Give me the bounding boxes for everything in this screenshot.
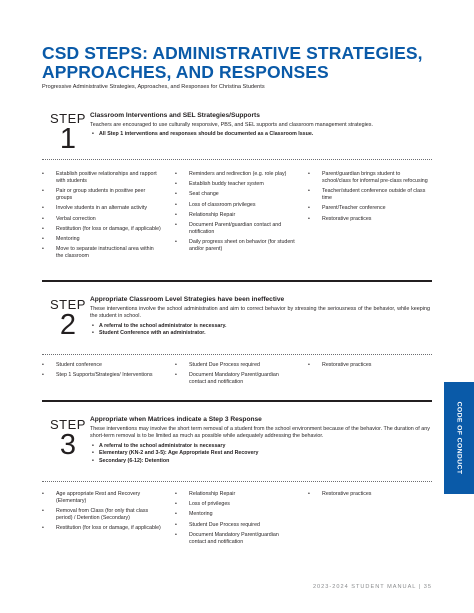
step-bullets: [90, 131, 430, 139]
step-bullet: • A referral to the school administrator is necessary.: [90, 323, 430, 331]
page-subtitle: Progressive Administrative Strategies, Approaches, and Responses for Christina Students: [42, 84, 265, 90]
list-item: • Document Mandatory Parent/guardian contact and notification: [175, 372, 295, 386]
step-2-label: [46, 298, 90, 339]
list-item: • Document Mandatory Parent/guardian contact and notification: [175, 532, 295, 546]
dotted-divider: [42, 481, 432, 482]
list-item: • Document Parent/guardian contact and notification: [175, 222, 295, 236]
list-item: • Seat change: [175, 191, 295, 198]
list-item: • Reminders and redirection (e.g. role play): [175, 171, 295, 178]
step-description: These interventions involve the school administration and aim to correct behavior by stressing the seriousness of the behavior, while keeping the student in school.: [90, 306, 430, 320]
step-word: STEP: [50, 417, 86, 432]
step-bullets: [90, 323, 430, 338]
step-3-column-3: [308, 491, 428, 501]
step-number: 3: [59, 429, 77, 461]
step-number: 1: [59, 123, 77, 155]
list-item: • Restitution (for loss or damage, if applicable): [42, 525, 162, 532]
step-2-column-2: [175, 362, 295, 389]
step-bullet: • Student Conference with an administrator.: [90, 330, 430, 338]
step-2-column-3: [308, 362, 428, 372]
step-1-column-1: [42, 171, 162, 263]
list-item: • Mentoring: [175, 511, 295, 518]
step-1-section: [42, 110, 432, 160]
step-bullets: [90, 443, 430, 466]
page-title: [42, 44, 442, 81]
page-title-line-2: APPROACHES, AND RESPONSES: [42, 61, 329, 82]
step-description: These interventions may involve the short term removal of a student from the school environment because of the behavior. The duration of any short-term removal is to be limited as much as possible while adequately addressing the behavior.: [90, 426, 430, 440]
step-3-column-1: [42, 491, 162, 536]
step-description: Teachers are encouraged to use culturally responsive, PBS, and SEL supports and classroom management strategies.: [90, 122, 373, 128]
step-number: 2: [59, 309, 77, 341]
list-item: • Pair or group students in positive peer groups: [42, 188, 162, 202]
page-footer: 2023-2024 STUDENT MANUAL | 35: [312, 584, 432, 590]
step-1-body: [90, 112, 430, 139]
list-item: • Verbal correction: [42, 216, 162, 223]
step-heading: Appropriate Classroom Level Strategies have been ineffective: [90, 296, 285, 303]
list-item: • Move to separate instructional area within the classroom: [42, 246, 162, 260]
step-1-label: [46, 112, 90, 153]
list-item: • Removal from Class (for only that class period) / Detention (Secondary): [42, 508, 162, 522]
step-2-section: [42, 294, 432, 350]
page-title-line-1: CSD STEPS: ADMINISTRATIVE STRATEGIES,: [42, 43, 423, 63]
list-item: • Restorative practices: [308, 216, 428, 223]
list-item: • Loss of classroom privileges: [175, 202, 295, 209]
side-tab-label: CODE OF CONDUCT: [455, 401, 463, 475]
step-2-column-1: [42, 362, 162, 382]
step-1-column-3: [308, 171, 428, 226]
step-2-body: [90, 296, 430, 338]
list-item: • Relationship Repair: [175, 491, 295, 498]
list-item: • Parent/guardian brings student to school/class for informal pre-class refocusing: [308, 171, 428, 185]
step-bullet: • Elementary (KN-2 and 3-5): Age Appropriate Rest and Recovery: [90, 450, 430, 458]
list-item: • Establish positive relationships and rapport with students: [42, 171, 162, 185]
step-1-column-2: [175, 171, 295, 256]
step-bullet: • Secondary (6-12): Detention: [90, 458, 430, 466]
list-item: • Step 1 Supports/Strategies/ Interventions: [42, 372, 162, 379]
list-item: • Student Due Process required: [175, 362, 295, 369]
step-bullet: • All Step 1 interventions and responses should be documented as a Classroom Issue.: [90, 131, 430, 139]
step-heading: Classroom Interventions and SEL Strategies/Supports: [90, 112, 260, 119]
code-of-conduct-tab[interactable]: [444, 382, 474, 494]
step-3-section: [42, 414, 432, 464]
list-item: • Relationship Repair: [175, 212, 295, 219]
list-item: • Student conference: [42, 362, 162, 369]
list-item: • Restorative practices: [308, 362, 428, 369]
step-3-body: [90, 416, 430, 466]
step-word: STEP: [50, 297, 86, 312]
list-item: • Mentoring: [42, 236, 162, 243]
step-bullet: • A referral to the school administrator is necessary: [90, 443, 430, 451]
list-item: • Establish buddy teacher system: [175, 181, 295, 188]
list-item: • Parent/Teacher conference: [308, 205, 428, 212]
list-item: • Restorative practices: [308, 491, 428, 498]
dotted-divider: [42, 159, 432, 160]
step-heading: Appropriate when Matrices indicate a Step 3 Response: [90, 416, 262, 423]
step-3-column-2: [175, 491, 295, 549]
dotted-divider: [42, 354, 432, 355]
list-item: • Teacher/student conference outside of class time: [308, 188, 428, 202]
section-divider: [42, 280, 432, 282]
list-item: • Restitution (for loss or damage, if applicable): [42, 226, 162, 233]
step-word: STEP: [50, 111, 86, 126]
list-item: • Involve students in an alternate activity: [42, 205, 162, 212]
step-3-label: [46, 418, 90, 459]
list-item: • Student Due Process required: [175, 522, 295, 529]
list-item: • Age appropriate Rest and Recovery (Elementary): [42, 491, 162, 505]
list-item: • Daily progress sheet on behavior (for student and/or parent): [175, 239, 295, 253]
list-item: • Loss of privileges: [175, 501, 295, 508]
section-divider: [42, 400, 432, 402]
